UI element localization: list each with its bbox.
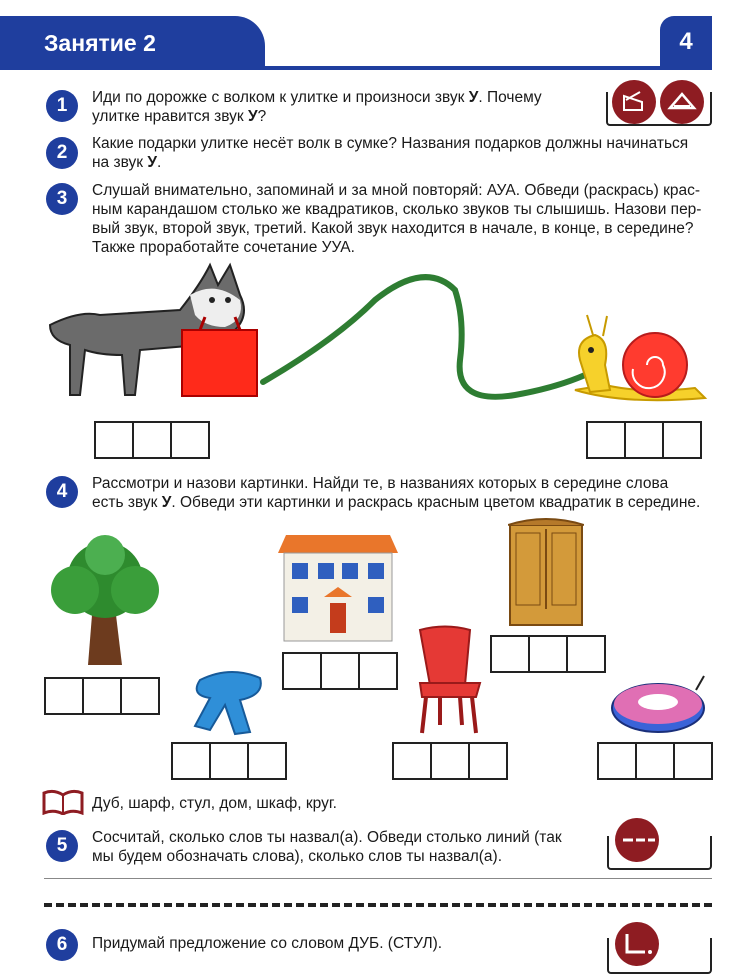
sound-square[interactable] [247, 742, 287, 780]
sound-square[interactable] [662, 421, 702, 459]
sound-square[interactable] [624, 421, 664, 459]
sound-square[interactable] [320, 652, 360, 690]
task-2-number: 2 [46, 137, 78, 169]
squares-chair[interactable] [392, 742, 508, 780]
chair-picture [410, 625, 485, 735]
sound-square[interactable] [282, 652, 322, 690]
task-5-text: Сосчитай, сколько слов ты назвал(а). Обведи столько линий (так мы будем обозначать слова), сколько слов ты назвал(а). [92, 829, 562, 865]
mouth-open-icon [612, 80, 656, 124]
wardrobe-picture [508, 517, 584, 627]
sound-square[interactable] [82, 677, 122, 715]
task-6-number: 6 [46, 929, 78, 961]
sound-square[interactable] [171, 742, 211, 780]
house-picture [278, 535, 398, 643]
divider-line [44, 878, 712, 879]
page-title: Занятие 2 [44, 30, 156, 56]
task-4-text: Рассмотри и назови картинки. Найди те, в названиях которых в середине слова есть звук У. Обведи эти картинки и раскрась красным цветом квадратик в середине. [92, 475, 701, 511]
task-4-number: 4 [46, 476, 78, 508]
squares-house[interactable] [282, 652, 398, 690]
squares-oak[interactable] [44, 677, 160, 715]
sound-square[interactable] [586, 421, 626, 459]
oak-tree-picture [50, 535, 160, 670]
sound-square[interactable] [635, 742, 675, 780]
sound-square[interactable] [468, 742, 508, 780]
sound-squares-snail[interactable] [586, 421, 702, 459]
sound-square[interactable] [94, 421, 134, 459]
snail-illustration [565, 310, 715, 410]
sound-square[interactable] [673, 742, 713, 780]
sound-square[interactable] [490, 635, 530, 673]
sound-square[interactable] [120, 677, 160, 715]
wolf-illustration [40, 255, 270, 405]
sound-square[interactable] [392, 742, 432, 780]
lips-icon [660, 80, 704, 124]
scarf-picture [180, 660, 280, 740]
task-3-text: Слушай внимательно, запоминай и за мной повторяй: АУА. Обведи (раскрась) крас- ным карандашом столько же квадратиков, сколько звуков ты слышишь. Назови пер- вый звук, второй звук, третий. Какой звук находится в начале, в конце, в середине? Также проработайте сочетание УУА. [92, 182, 702, 256]
squares-wardrobe[interactable] [490, 635, 606, 673]
book-icon [42, 789, 84, 815]
words-dashes-icon [615, 818, 659, 862]
sound-square[interactable] [597, 742, 637, 780]
sound-squares-wolf[interactable] [94, 421, 210, 459]
sound-square[interactable] [209, 742, 249, 780]
task-1-number: 1 [46, 90, 78, 122]
sound-square[interactable] [430, 742, 470, 780]
task-6-text: Придумай предложение со словом ДУБ. (СТУЛ). [92, 935, 443, 952]
task-5-number: 5 [46, 830, 78, 862]
task-1-text: Иди по дорожке с волком к улитке и произноси звук У. Почему улитке нравится звук У? [92, 89, 542, 125]
swim-ring-picture [608, 672, 713, 737]
squares-ring[interactable] [597, 742, 713, 780]
sound-square[interactable] [170, 421, 210, 459]
sound-square[interactable] [132, 421, 172, 459]
sound-square[interactable] [358, 652, 398, 690]
sound-square[interactable] [44, 677, 84, 715]
word-list: Дуб, шарф, стул, дом, шкаф, круг. [92, 795, 337, 812]
header-divider [0, 66, 712, 70]
dashed-words-line[interactable] [44, 903, 712, 907]
path-line [255, 260, 595, 420]
sound-square[interactable] [566, 635, 606, 673]
sound-square[interactable] [528, 635, 568, 673]
task-2-text: Какие подарки улитке несёт волк в сумке? Названия подарков должны начинаться на звук У. [92, 135, 689, 171]
page-number: 4 [679, 28, 693, 55]
task-3-number: 3 [46, 183, 78, 215]
sentence-scheme-icon [615, 922, 659, 966]
squares-scarf[interactable] [171, 742, 287, 780]
